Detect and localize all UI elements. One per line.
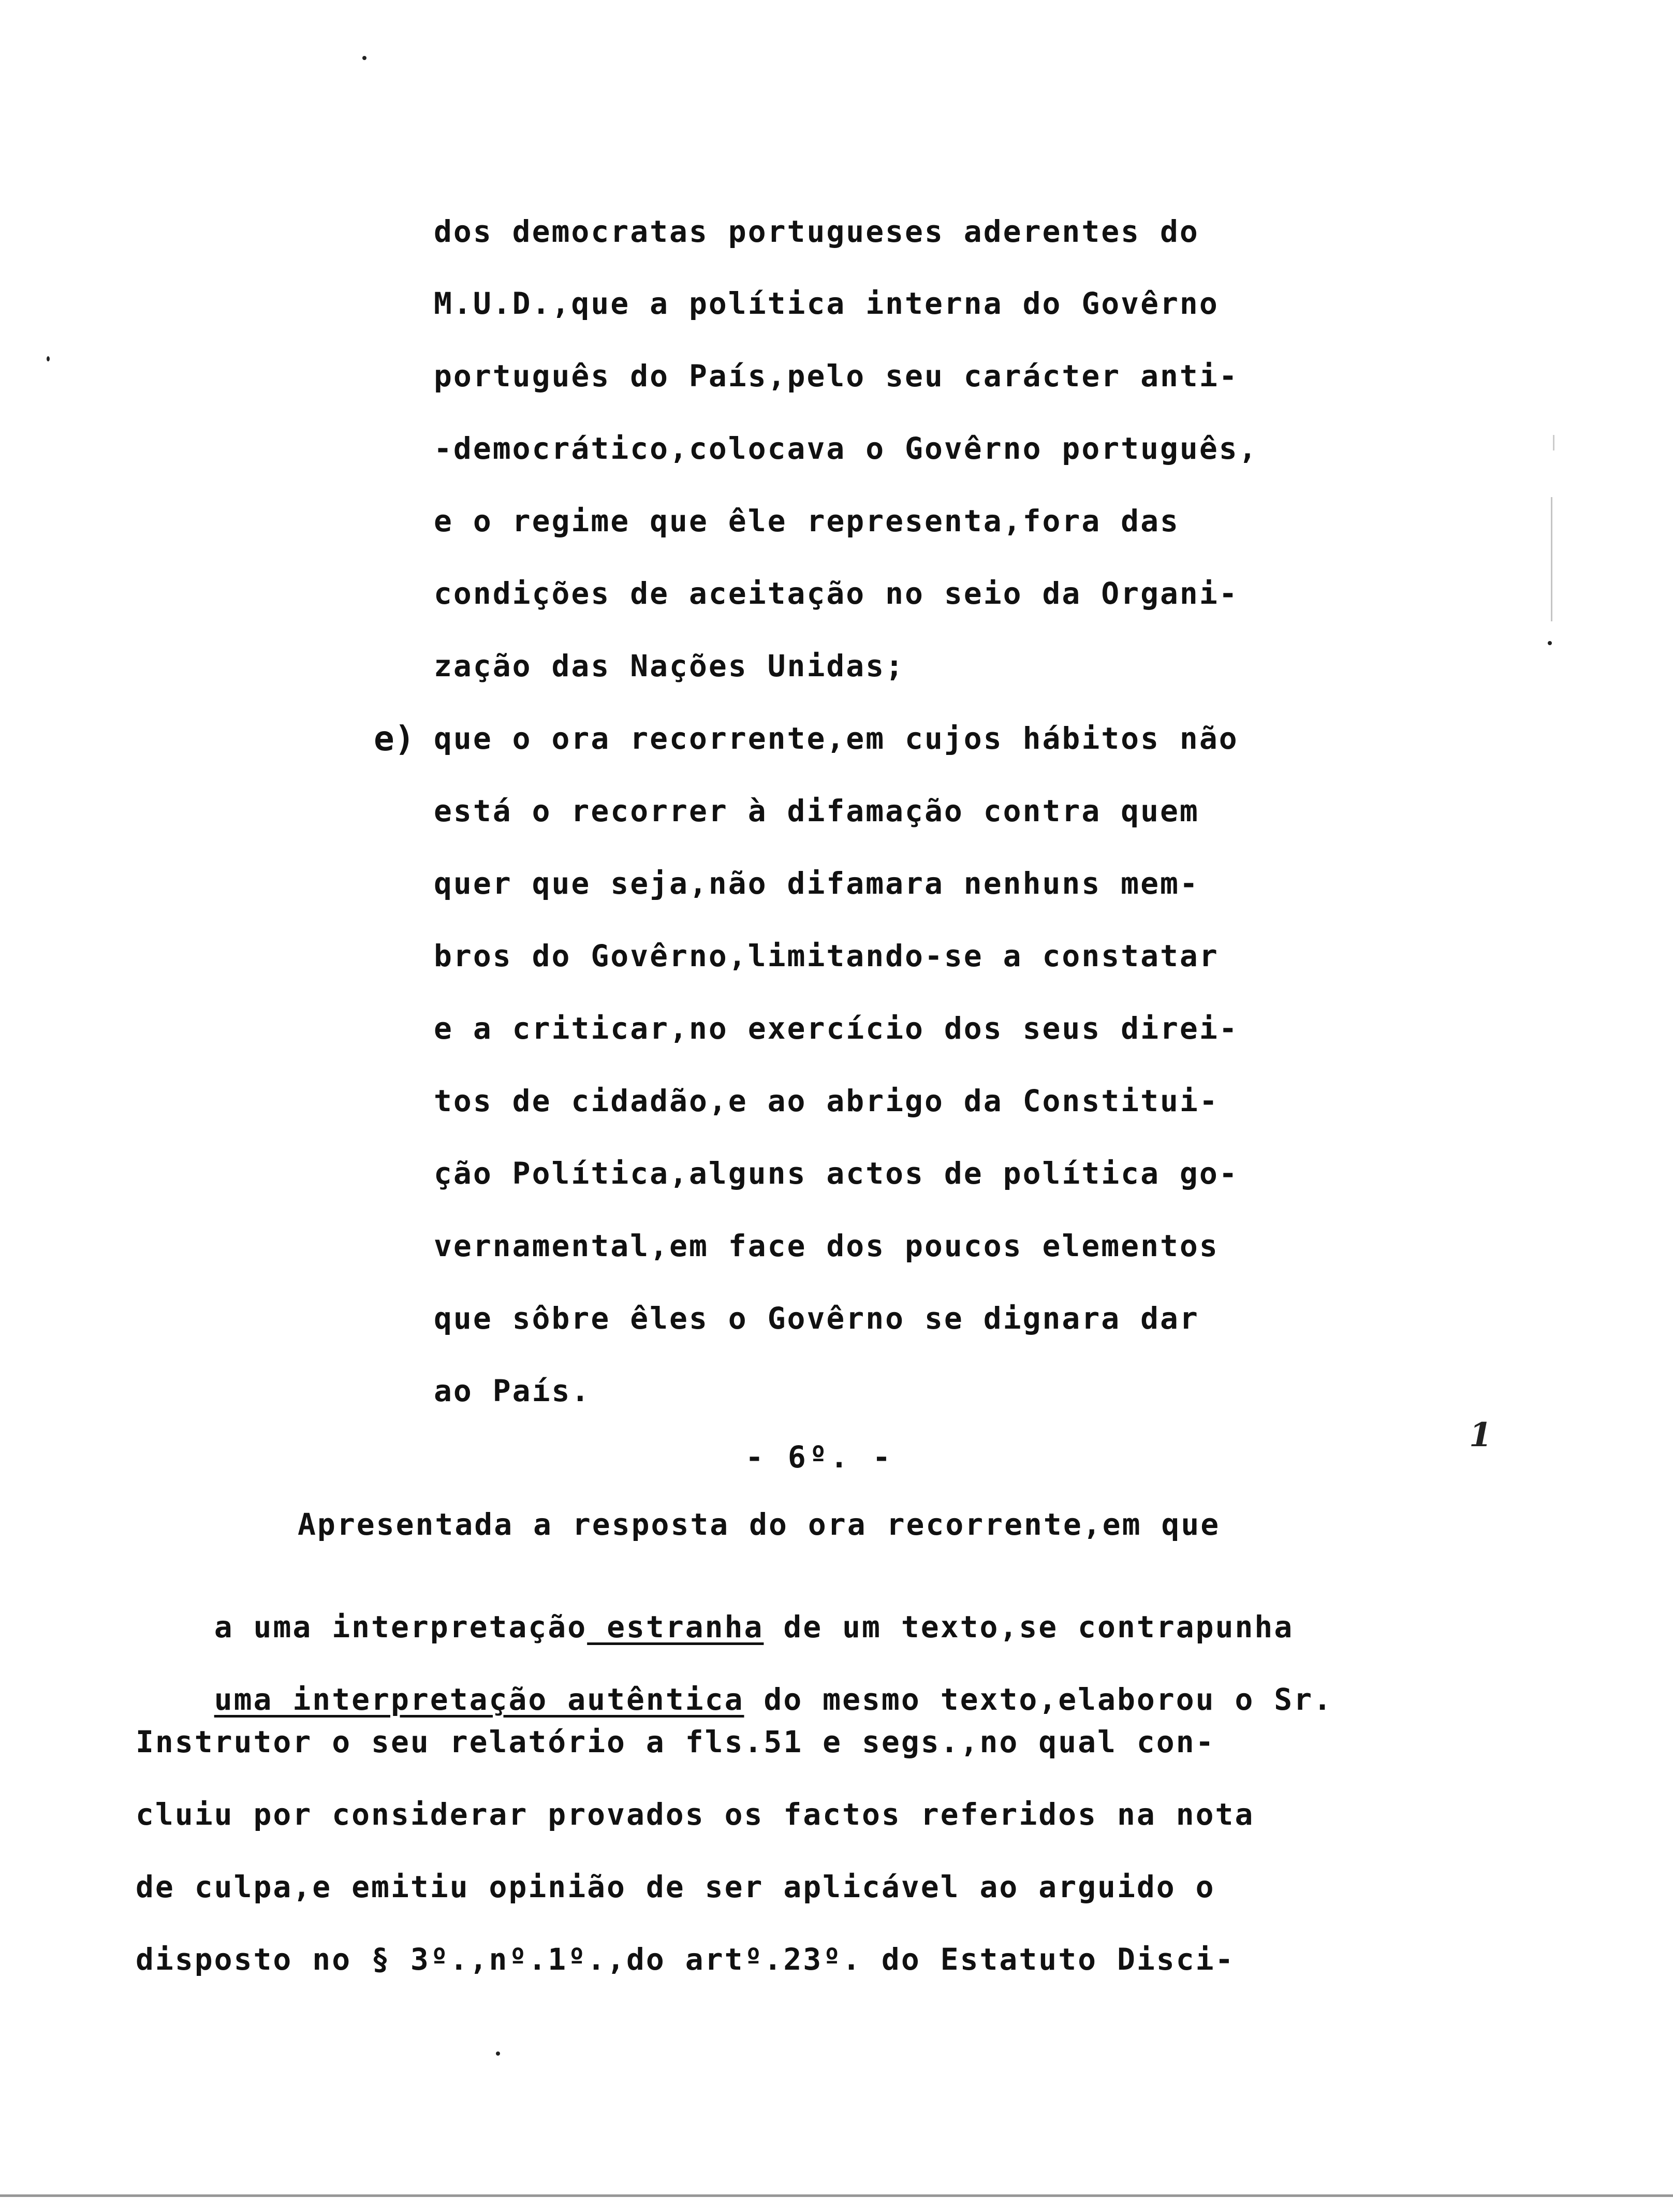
text-line: Instrutor o seu relatório a fls.51 e segs.,no qual con- <box>136 1724 1215 1759</box>
text-line: de culpa,e emitiu opinião de ser aplicável ao arguido o <box>136 1869 1215 1904</box>
text-line: M.U.D.,que a política interna do Govêrno <box>434 286 1219 321</box>
scan-speck <box>362 56 366 60</box>
text-line: cluiu por considerar provados os factos referidos na nota <box>136 1797 1255 1832</box>
text-line: que sôbre êles o Govêrno se dignara dar <box>434 1301 1199 1336</box>
text-line: e a criticar,no exercício dos seus direi- <box>434 1011 1239 1046</box>
scan-bottom-edge <box>0 2194 1673 2197</box>
list-item-marker: e) <box>374 719 415 759</box>
scan-edge-mark <box>1551 497 1552 621</box>
text-line: -democrático,colocava o Govêrno português, <box>434 431 1258 466</box>
text-line: dos democratas portugueses aderentes do <box>434 214 1199 249</box>
scan-speck <box>47 356 50 361</box>
text-line: ao País. <box>434 1373 591 1408</box>
section-heading: - 6º. - <box>745 1439 894 1475</box>
underlined-text: estranha <box>587 1609 764 1645</box>
text-line: está o recorrer à difamação contra quem <box>434 793 1199 828</box>
text-line: ção Política,alguns actos de política go- <box>434 1156 1239 1191</box>
text-fragment: a uma interpretação <box>214 1609 588 1645</box>
text-line: português do País,pelo seu carácter anti- <box>434 358 1239 394</box>
text-line: condições de aceitação no seio da Organi- <box>434 576 1239 611</box>
text-line: tos de cidadão,e ao abrigo da Constitui- <box>434 1083 1219 1118</box>
margin-mark: 1 <box>1469 1416 1492 1454</box>
underlined-text: uma interpretação autêntica <box>214 1682 744 1717</box>
text-fragment: de um texto,se contrapunha <box>764 1609 1294 1645</box>
text-line: que o ora recorrente,em cujos hábitos não <box>434 721 1239 756</box>
text-line: e o regime que êle representa,fora das <box>434 503 1180 539</box>
text-line: zação das Nações Unidas; <box>434 648 905 683</box>
text-fragment: do mesmo texto,elaborou o Sr. <box>744 1682 1333 1717</box>
scan-edge-mark <box>1553 435 1554 450</box>
scan-speck <box>496 2051 500 2056</box>
text-line: bros do Govêrno,limitando-se a constatar <box>434 938 1219 973</box>
text-line: Apresentada a resposta do ora recorrente,em que <box>298 1507 1221 1542</box>
text-line: vernamental,em face dos poucos elementos <box>434 1228 1219 1263</box>
scan-speck <box>1548 641 1552 645</box>
text-line: quer que seja,não difamara nenhuns mem- <box>434 866 1199 901</box>
text-line: disposto no § 3º.,nº.1º.,do artº.23º. do Estatuto Disci- <box>136 1942 1235 1977</box>
